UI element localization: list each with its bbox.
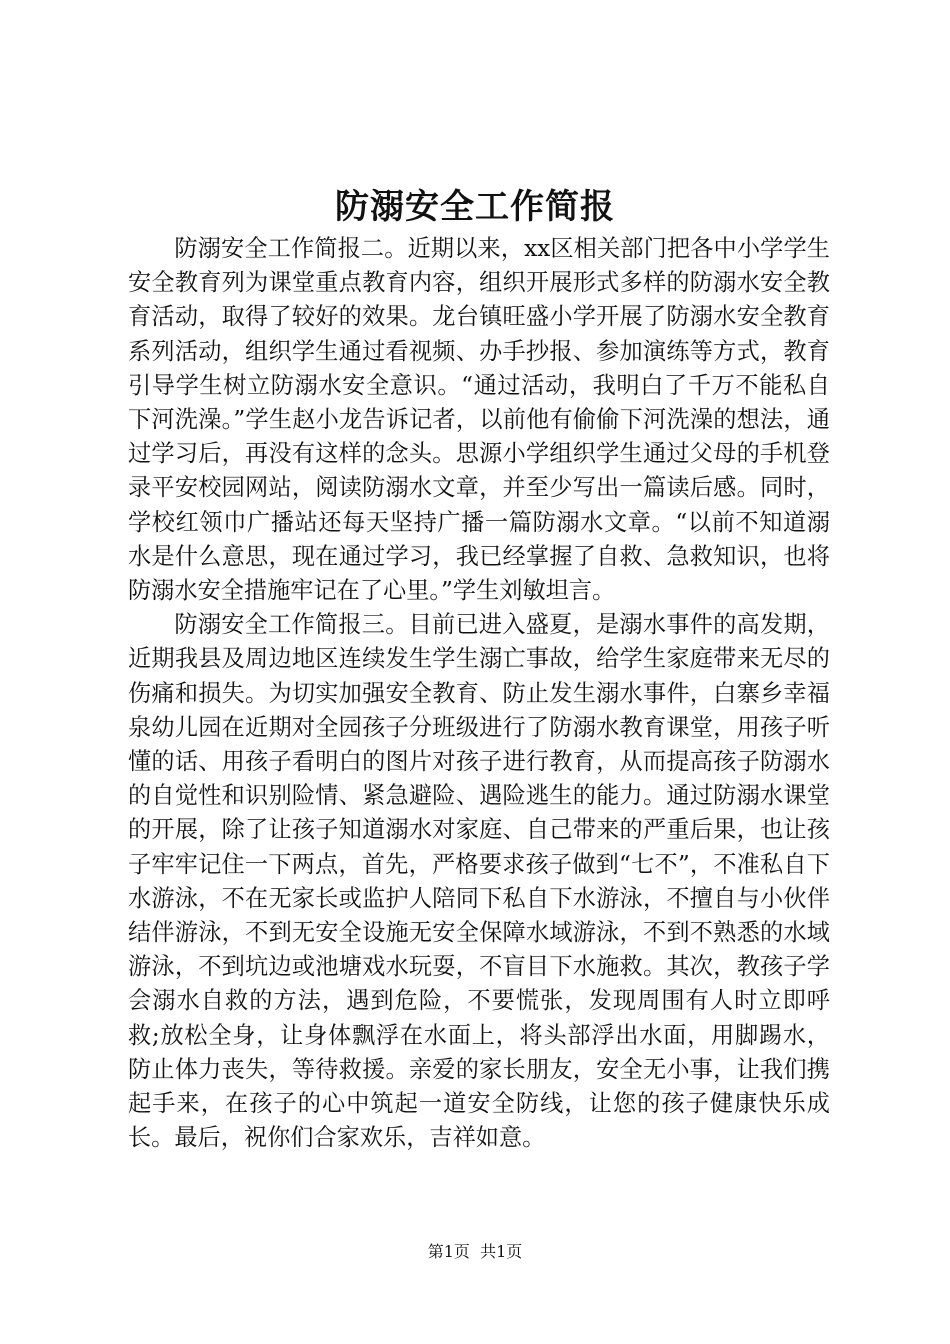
paragraph-1: 防溺安全工作简报二。近期以来，xx区相关部门把各中小学学生安全教育列为课堂重点教育内容，组织开展形式多样的防溺水安全教育活动，取得了较好的效果。龙台镇旺盛小学开展了防溺水安全教育系列活动，组织学生通过看视频、办手抄报、参加演练等方式，教育引导学生树立防溺水安全意识。“通过活动，我明白了千万不能私自下河洗澡。”学生赵小龙告诉记者，以前他有偷偷下河洗澡的想法，通过学习后，再没有这样的念头。思源小学组织学生通过父母的手机登录平安校园网站，阅读防溺水文章，并至少写出一篇读后感。同时，学校红领巾广播站还每天坚持广播一篇防溺水文章。“以前不知道溺水是什么意思，现在通过学习，我已经掌握了自救、急救知识，也将防溺水安全措施牢记在了心里。”学生刘敏坦言。 [128,235,830,605]
page-number: 第1页 [427,1242,470,1261]
document-body [128,232,830,1155]
page-total: 共1页 [480,1242,523,1261]
document-title: 防溺安全工作简报 [335,187,615,227]
page-footer [0,1241,950,1263]
paragraph-2: 防溺安全工作简报三。目前已进入盛夏，是溺水事件的高发期，近期我县及周边地区连续发生学生溺亡事故，给学生家庭带来无尽的伤痛和损失。为切实加强安全教育、防止发生溺水事件，白寨乡幸福泉幼儿园在近期对全园孩子分班级进行了防溺水教育课堂，用孩子听懂的话、用孩子看明白的图片对孩子进行教育，从而提高孩子防溺水的自觉性和识别险情、紧急避险、遇险逃生的能力。通过防溺水课堂的开展，除了让孩子知道溺水对家庭、自己带来的严重后果，也让孩子牢牢记住一下两点，首先，严格要求孩子做到“七不”，不准私自下水游泳，不在无家长或监护人陪同下私自下水游泳，不擅自与小伙伴结伴游泳，不到无安全设施无安全保障水域游泳，不到不熟悉的水域游泳，不到坑边或池塘戏水玩耍，不盲目下水施救。其次，教孩子学会溺水自救的方法，遇到危险，不要慌张，发现周围有人时立即呼救;放松全身，让身体飘浮在水面上，将头部浮出水面，用脚踢水，防止体力丧失，等待救援。亲爱的家长朋友，安全无小事，让我们携起手来，在孩子的心中筑起一道安全防线，让您的孩子健康快乐成长。最后，祝你们合家欢乐，吉祥如意。 [128,611,830,1152]
